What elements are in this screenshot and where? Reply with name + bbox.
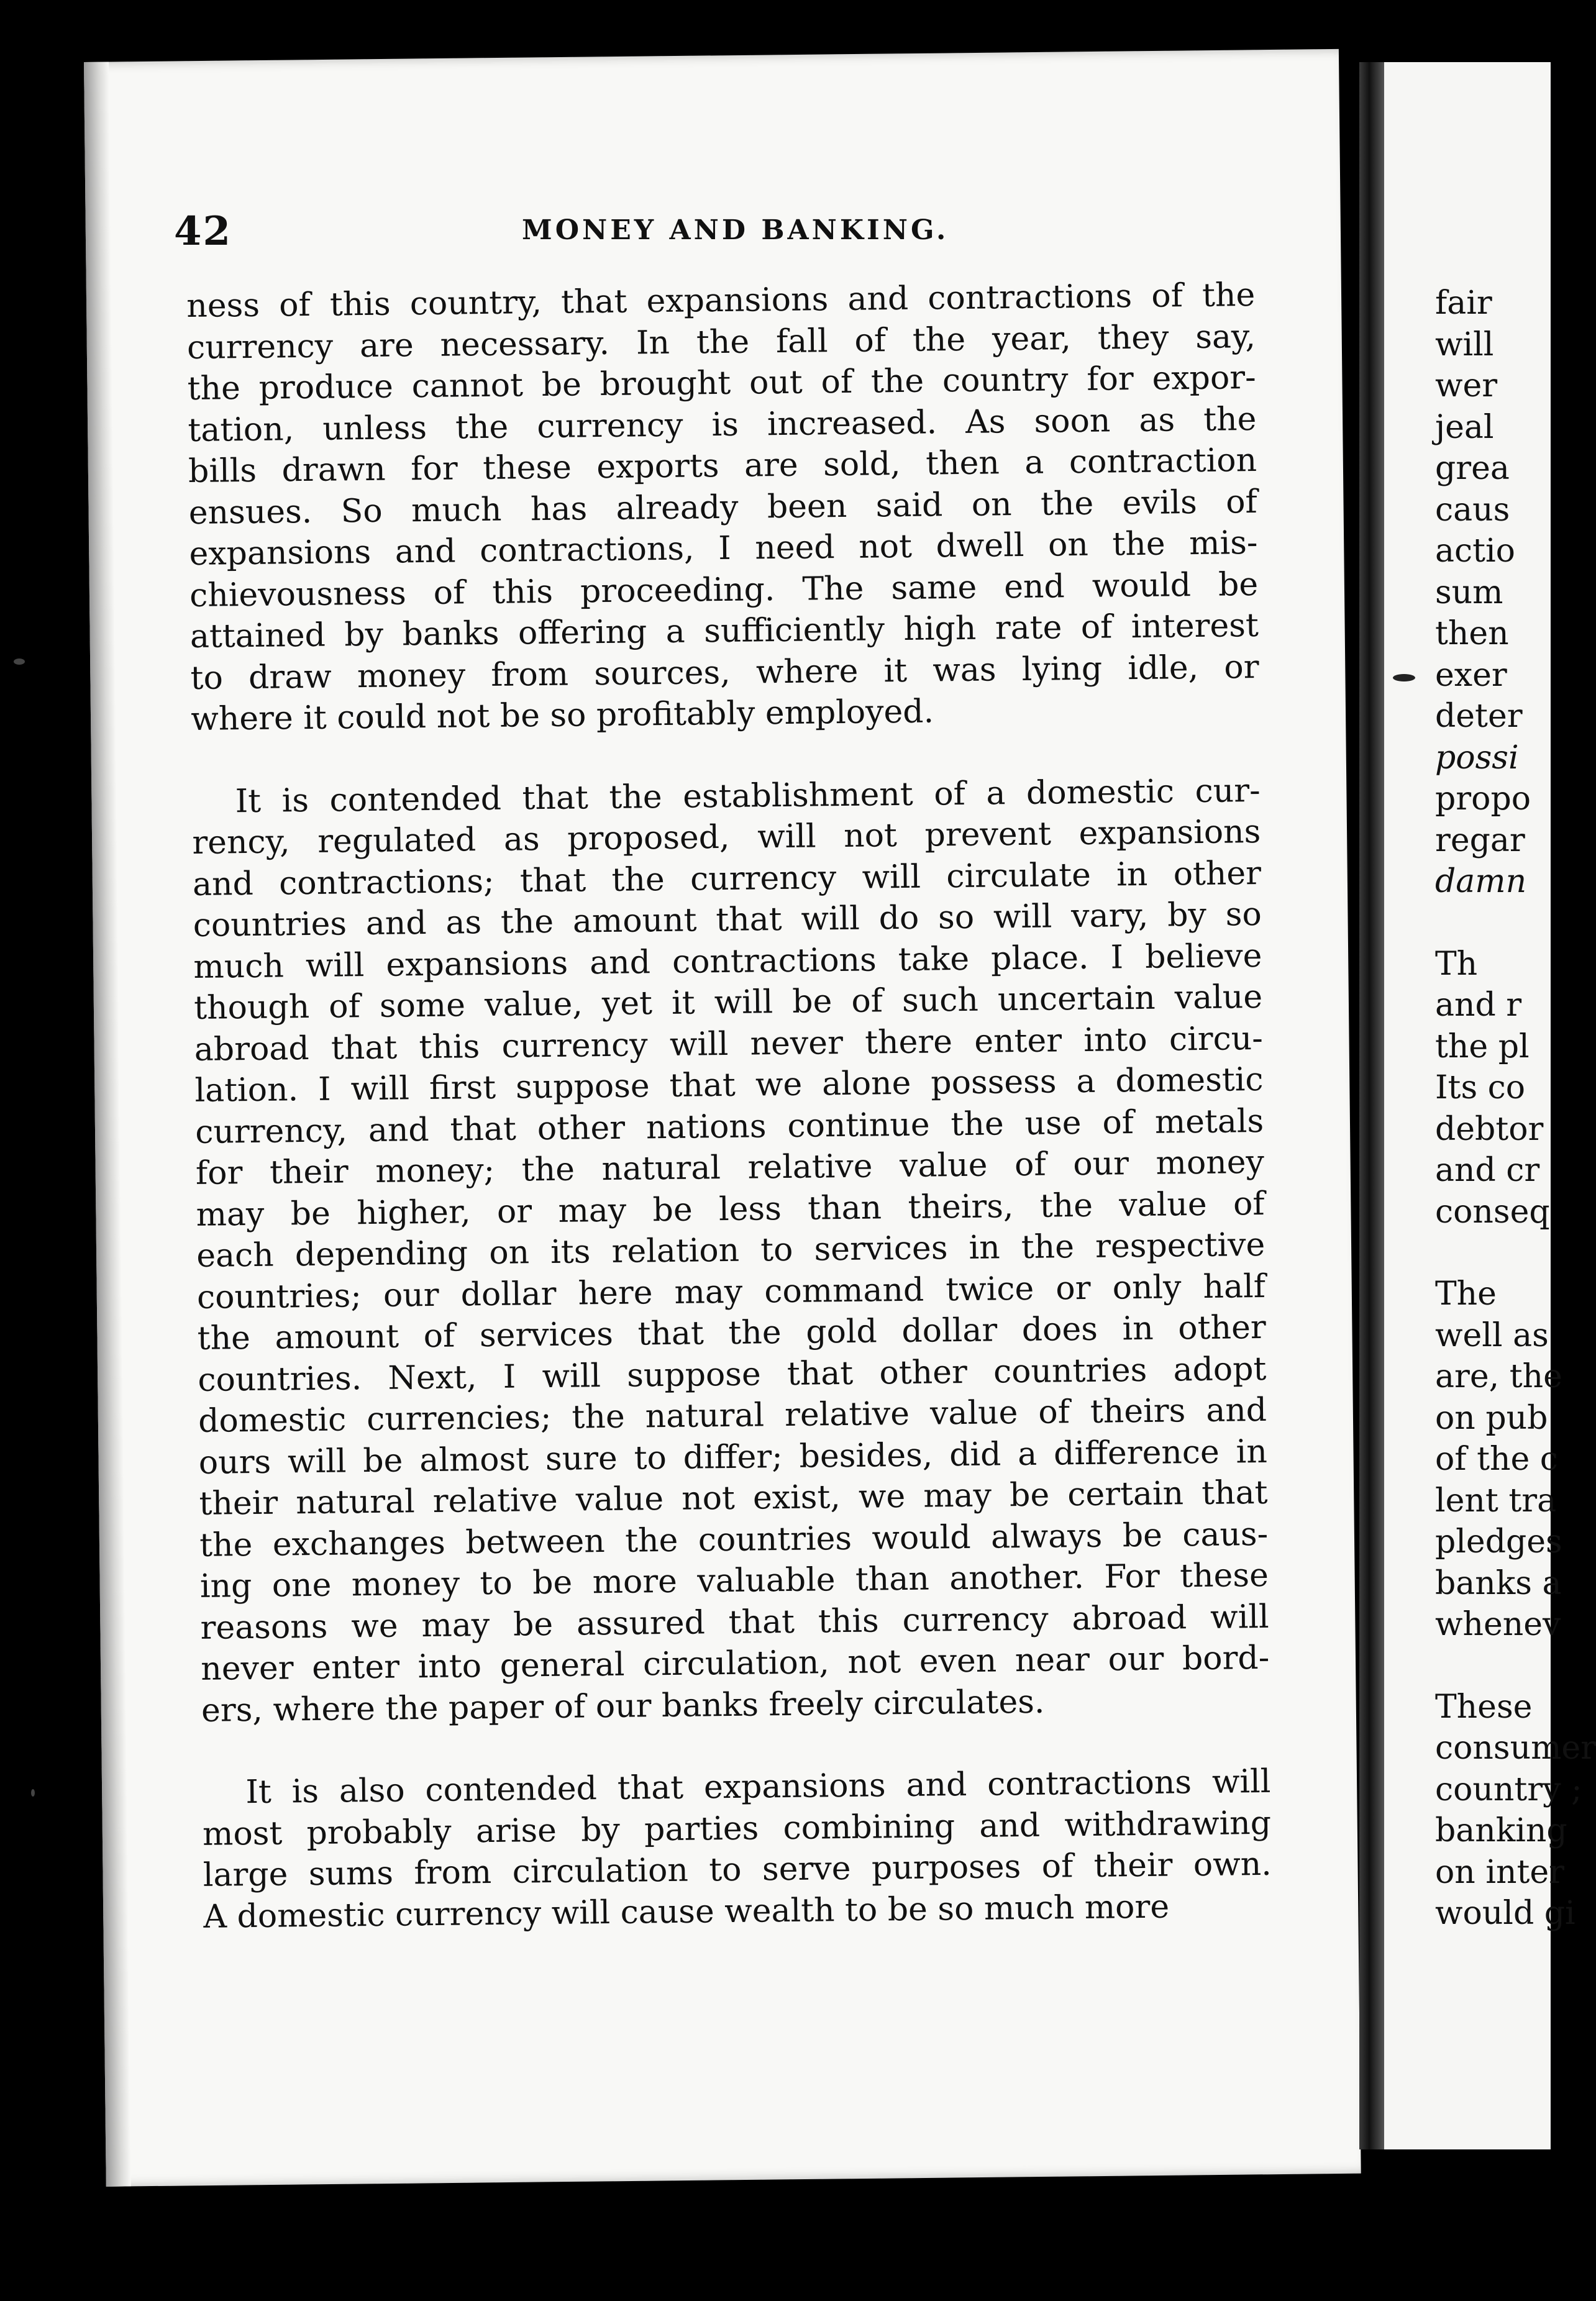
text-line: may be higher, or may be less than theirs, the value of	[196, 1185, 1265, 1234]
facing-line: and r	[1435, 986, 1522, 1024]
paragraph-3	[202, 1761, 1272, 1938]
facing-line: pledges	[1435, 1523, 1562, 1561]
facing-line: The	[1435, 1275, 1497, 1313]
facing-line: country ;	[1435, 1770, 1582, 1808]
facing-line: wer	[1435, 367, 1498, 404]
text-line: never enter into general circulation, not even near our bord-	[201, 1639, 1270, 1688]
text-line: currency are necessary. In the fall of the year, they say,	[186, 317, 1256, 367]
facing-line: of the c	[1435, 1441, 1558, 1478]
facing-line: would gi	[1435, 1895, 1575, 1932]
text-line: their natural relative value not exist, we may be certain that	[199, 1474, 1268, 1523]
text-line: to draw money from sources, where it was lying idle, or	[190, 648, 1259, 697]
facing-line: debtor	[1435, 1110, 1544, 1148]
facing-line: caus	[1435, 491, 1510, 529]
text-line: It is contended that the establishment of a domestic cur-	[235, 772, 1261, 820]
facing-line: lent tra	[1435, 1482, 1557, 1520]
paragraph-1	[186, 275, 1260, 740]
text-line: ing one money to be more valuable than another. For these	[199, 1556, 1269, 1605]
text-line: A domestic currency will cause wealth to be so much more	[203, 1888, 1170, 1936]
text-line: chievousness of this proceeding. The same end would be	[189, 565, 1259, 614]
text-line: reasons we may be assured that this currency abroad will	[200, 1598, 1269, 1647]
text-line: bills drawn for these exports are sold, then a contraction	[188, 441, 1257, 490]
text-line: ours will be almost sure to differ; besides, did a difference in	[198, 1433, 1268, 1482]
text-line: most probably arise by parties combining and withdrawing	[202, 1804, 1272, 1853]
book-spine	[1359, 62, 1384, 2149]
text-line: countries and as the amount that will do so will vary, by so	[193, 895, 1262, 944]
facing-line: whenev	[1435, 1606, 1561, 1643]
text-line: where it could not be so profitably employed.	[190, 693, 934, 738]
facing-line: damn	[1435, 863, 1527, 900]
facing-line: are, the	[1435, 1358, 1562, 1395]
page-number: 42	[174, 208, 232, 255]
text-line: large sums from circulation to serve purposes of their own.	[203, 1845, 1272, 1894]
facing-line: banking	[1435, 1812, 1567, 1849]
text-line: countries. Next, I will suppose that other countries adopt	[198, 1350, 1267, 1399]
text-line: for their money; the natural relative value of our money	[195, 1143, 1265, 1192]
facing-line: will	[1435, 326, 1494, 363]
facing-line: jeal	[1435, 408, 1494, 446]
facing-line: on pub	[1435, 1399, 1548, 1437]
text-line: domestic currencies; the natural relative value of theirs and	[198, 1391, 1267, 1440]
text-line: and contractions; that the currency will circulate in other	[192, 854, 1262, 903]
text-line: abroad that this currency will never there enter into circu-	[194, 1019, 1264, 1068]
text-line: ers, where the paper of our banks freely circulates.	[201, 1683, 1045, 1729]
facing-line: grea	[1435, 450, 1510, 487]
facing-page-text	[1435, 283, 1596, 1934]
facing-line: propo	[1435, 780, 1531, 818]
facing-line: possi	[1435, 739, 1519, 777]
body-text	[186, 275, 1272, 1979]
facing-line: Its co	[1435, 1069, 1526, 1106]
facing-line: deter	[1435, 698, 1523, 735]
facing-line: actio	[1435, 532, 1515, 570]
text-line: much will expansions and contractions take place. I believe	[193, 937, 1262, 986]
paragraph-2	[191, 770, 1270, 1731]
facing-line: consumer	[1435, 1729, 1596, 1767]
text-line: rency, regulated as proposed, will not prevent expansions	[192, 813, 1261, 862]
text-line: each depending on its relation to services in the respective	[196, 1226, 1265, 1275]
text-line: It is also contended that expansions and contractions will	[245, 1762, 1271, 1811]
text-line: though of some value, yet it will be of such uncertain value	[193, 978, 1263, 1027]
facing-line: sum	[1435, 573, 1503, 611]
text-line: the exchanges between the countries would always be caus-	[199, 1515, 1269, 1564]
text-line: expansions and contractions, I need not dwell on the mis-	[189, 524, 1258, 573]
page-edge-shadow	[84, 62, 131, 2187]
text-line: currency, and that other nations continue the use of metals	[194, 1102, 1264, 1151]
text-line: ensues. So much has already been said on the evils of	[188, 483, 1258, 532]
text-line: countries; our dollar here may command twice or only half	[196, 1267, 1266, 1316]
text-line: the amount of services that the gold dollar does in other	[197, 1308, 1266, 1357]
facing-line: conseq	[1435, 1193, 1550, 1231]
facing-line: regar	[1435, 821, 1525, 859]
text-line: attained by banks offering a sufficiently high rate of interest	[189, 606, 1259, 655]
facing-line: on inter	[1435, 1853, 1564, 1891]
facing-line: exer	[1435, 656, 1507, 694]
dust-speck	[14, 658, 25, 665]
facing-line: and cr	[1435, 1152, 1540, 1189]
text-line: tation, unless the currency is increased. As soon as the	[188, 400, 1257, 449]
facing-line: well as	[1435, 1316, 1549, 1354]
dust-speck	[31, 1789, 35, 1797]
text-line: lation. I will first suppose that we alone possess a domestic	[194, 1060, 1264, 1109]
facing-line: banks a	[1435, 1564, 1562, 1602]
text-line: ness of this country, that expansions and contractions of the	[186, 276, 1256, 325]
running-head: MONEY AND BANKING.	[522, 214, 949, 246]
facing-line: fair	[1435, 285, 1492, 322]
facing-line: Th	[1435, 945, 1478, 983]
facing-line: then	[1435, 615, 1509, 652]
page-header	[174, 208, 1267, 258]
text-line: the produce cannot be brought out of the country for expor-	[187, 358, 1256, 408]
facing-line: the pl	[1435, 1027, 1530, 1065]
facing-line: These	[1435, 1688, 1533, 1726]
binding-clip	[1393, 674, 1415, 681]
